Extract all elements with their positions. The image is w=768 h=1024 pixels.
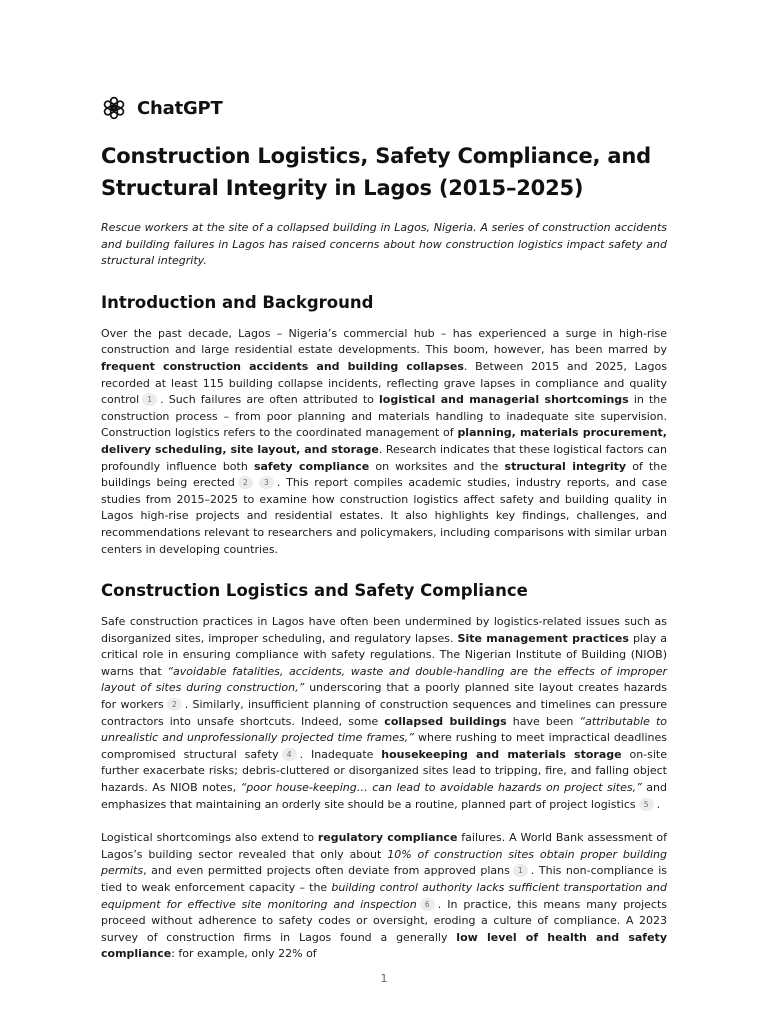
image-caption: Rescue workers at the site of a collapsed building in Lagos, Nigeria. A series of construction accidents and building failures in Lagos has raised concerns about how construction logistics impact safety and structural integrity. xyxy=(101,221,667,268)
citation-badge[interactable]: 5 xyxy=(639,798,654,811)
openai-logo-icon xyxy=(101,95,127,121)
citation-badge[interactable]: 4 xyxy=(282,748,297,761)
citation-badge[interactable]: 1 xyxy=(513,864,528,877)
citation-badge[interactable]: 2 xyxy=(167,698,182,711)
citation-badge[interactable]: 2 xyxy=(238,476,253,489)
brand-header xyxy=(101,94,667,122)
section-heading-introduction: Introduction and Background xyxy=(101,292,374,312)
paragraph-regulatory-compliance: Logistical shortcomings also extend to regulatory compliance failures. A World Bank assessment of Lagos’s building sector revealed that only about 10% of construction sites obtain proper building permits, and even permitted projects often deviate from approved plans 1 . This non-compliance is tied to weak enforcement capacity – the building control authority lacks sufficient transportation and equipment for effective site monitoring and inspection 6 . In practice, this means many projects proceed without adherence to safety codes or oversight, eroding a culture of compliance. A 2023 survey of construction firms in Lagos found a generally low level of health and safety compliance: for example, only 22% of xyxy=(101,831,668,961)
document-page xyxy=(101,94,667,963)
page-number: 1 xyxy=(380,972,388,985)
citation-badge[interactable]: 3 xyxy=(259,476,274,489)
paragraph-introduction: Over the past decade, Lagos – Nigeria’s commercial hub – has experienced a surge in high-rise construction and large residential estate developments. This boom, however, has been marred by frequent construction accidents and building collapses. Between 2015 and 2025, Lagos recorded at least 115 building collapse incidents, reflecting grave lapses in compliance and quality control 1 . Such failures are often attributed to logistical and managerial shortcomings in the construction process – from poor planning and materials handling to inadequate site supervision. Construction logistics refers to the coordinated management of planning, materials procurement, delivery scheduling, site layout, and storage. Research indicates that these logistical factors can profoundly influence both safety compliance on worksites and the structural integrity of the buildings being erected 2 3 . This report compiles academic studies, industry reports, and case studies from 2015–2025 to examine how construction logistics affect safety and building quality in Lagos high-rise projects and residential estates. It also highlights key findings, challenges, and recommendations relevant to researchers and policymakers, including comparisons with similar urban centers in developing countries. xyxy=(101,326,668,556)
citation-badge[interactable]: 1 xyxy=(142,393,157,406)
citation-badge[interactable]: 6 xyxy=(420,898,435,911)
section-heading-logistics-safety: Construction Logistics and Safety Compliance xyxy=(101,581,528,601)
paragraph-site-management: Safe construction practices in Lagos have often been undermined by logistics-related issues such as disorganized sites, improper scheduling, and regulatory lapses. Site management practices play a critical role in ensuring compliance with safety regulations. The Nigerian Institute of Building (NIOB) warns that “avoidable fatalities, accidents, waste and double-handling are the effects of improper layout of sites during construction,” underscoring that a poorly planned site layout creates hazards for workers 2 . Similarly, insufficient planning of construction sequences and timelines can pressure contractors into unsafe shortcuts. Indeed, some collapsed buildings have been “attributable to unrealistic and unprofessionally projected time frames,” where rushing to meet impractical deadlines compromised structural safety 4 . Inadequate housekeeping and materials storage on-site further exacerbate risks; debris-cluttered or disorganized sites lead to tripping, fire, and falling object hazards. As NIOB notes, “poor house-keeping… can lead to avoidable hazards on project sites,” and emphasizes that maintaining an orderly site should be a routine, planned part of project logistics 5 . xyxy=(101,615,668,811)
document-title: Construction Logistics, Safety Compliance, and Structural Integrity in Lagos (2015–2025) xyxy=(101,144,651,200)
brand-name: ChatGPT xyxy=(137,97,223,119)
